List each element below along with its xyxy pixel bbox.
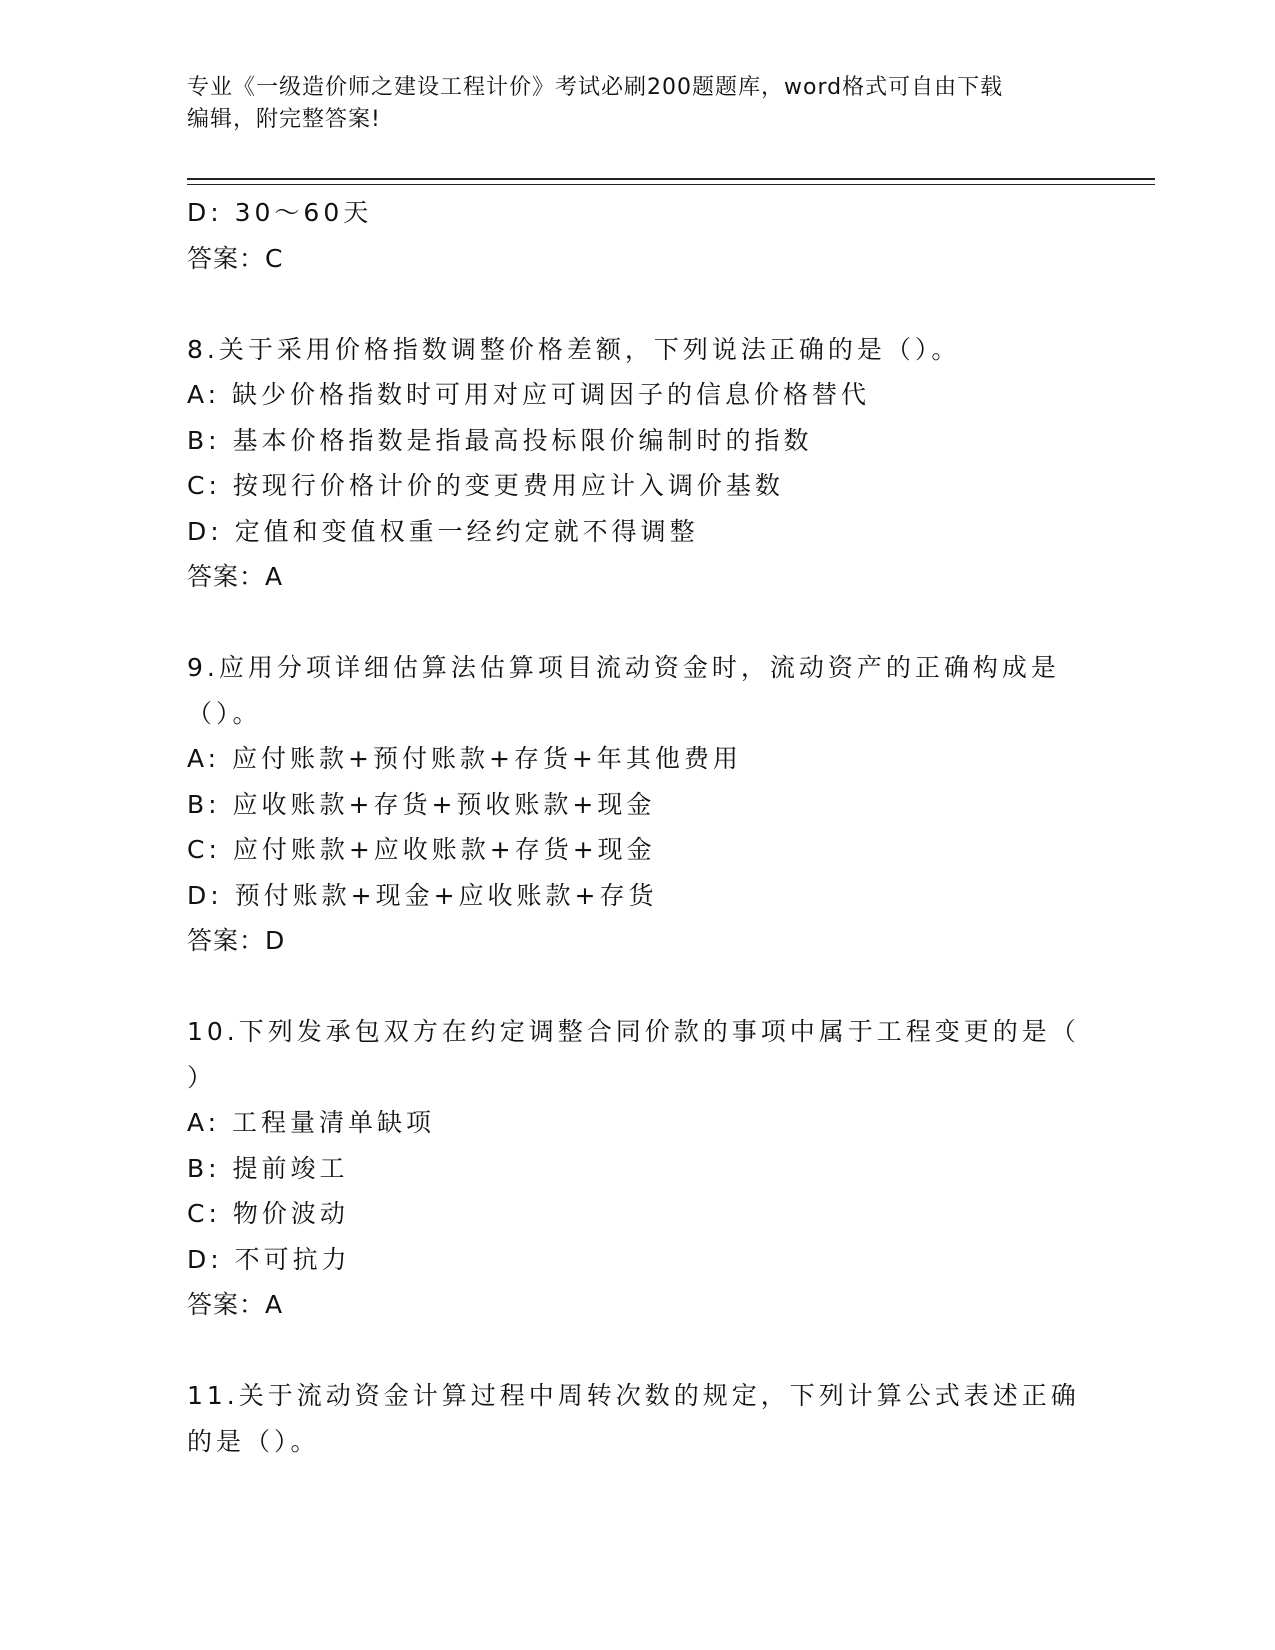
option-b: B: 应收账款+存货+预收账款+现金 xyxy=(187,789,656,819)
question-text-line-1: 11.关于流动资金计算过程中周转次数的规定，下列计算公式表述正确 xyxy=(187,1381,1080,1410)
question-8 xyxy=(187,327,1087,600)
option-c: C: 物价波动 xyxy=(187,1199,349,1228)
header-line-2: 编辑，附完整答案! xyxy=(187,107,381,132)
option-a: A: 应付账款+预付账款+存货+年其他费用 xyxy=(187,744,742,773)
question-text-line-1: 10.下列发承包双方在约定调整合同价款的事项中属于工程变更的是（ xyxy=(187,1017,1080,1046)
header-divider-thin xyxy=(187,184,1155,185)
question-text-line-2: ） xyxy=(187,1062,217,1092)
option-b: B: 提前竣工 xyxy=(187,1153,349,1183)
option-d: D: 预付账款+现金+应收账款+存货 xyxy=(187,880,658,910)
answer: 答案：A xyxy=(187,562,284,591)
option-a: A: 工程量清单缺项 xyxy=(187,1108,436,1137)
header-divider-thick xyxy=(187,178,1155,180)
answer: 答案：D xyxy=(187,926,286,955)
option-a: A: 缺少价格指数时可用对应可调因子的信息价格替代 xyxy=(187,380,871,409)
option-b: B: 基本价格指数是指最高投标限价编制时的指数 xyxy=(187,425,813,455)
question-9 xyxy=(187,645,1087,964)
question-text-line-2: 的是（）。 xyxy=(187,1426,320,1456)
answer: 答案：C xyxy=(187,243,284,273)
option-d: D: 定值和变值权重一经约定就不得调整 xyxy=(187,516,699,546)
question-11 xyxy=(187,1373,1087,1464)
spacer xyxy=(187,281,1087,327)
question-text: 8.关于采用价格指数调整价格差额，下列说法正确的是（）。 xyxy=(187,334,961,364)
question-text-line-1: 9.应用分项详细估算法估算项目流动资金时，流动资产的正确构成是 xyxy=(187,653,1060,682)
option-c: C: 应付账款+应收账款+存货+现金 xyxy=(187,835,656,864)
question-7-tail xyxy=(187,190,1087,281)
answer: 答案：A xyxy=(187,1290,284,1319)
document-header xyxy=(187,72,1087,136)
header-line-1: 专业《一级造价师之建设工程计价》考试必刷200题题库，word格式可自由下载 xyxy=(187,75,1004,100)
spacer xyxy=(187,964,1087,1010)
spacer xyxy=(187,600,1087,646)
question-text-line-2: （）。 xyxy=(187,698,262,728)
question-list xyxy=(187,190,1087,1464)
spacer xyxy=(187,1328,1087,1374)
option-c: C: 按现行价格计价的变更费用应计入调价基数 xyxy=(187,471,784,500)
question-10 xyxy=(187,1009,1087,1328)
option-d: D: 不可抗力 xyxy=(187,1244,351,1274)
option-d: D: 30～60天 xyxy=(187,198,373,227)
